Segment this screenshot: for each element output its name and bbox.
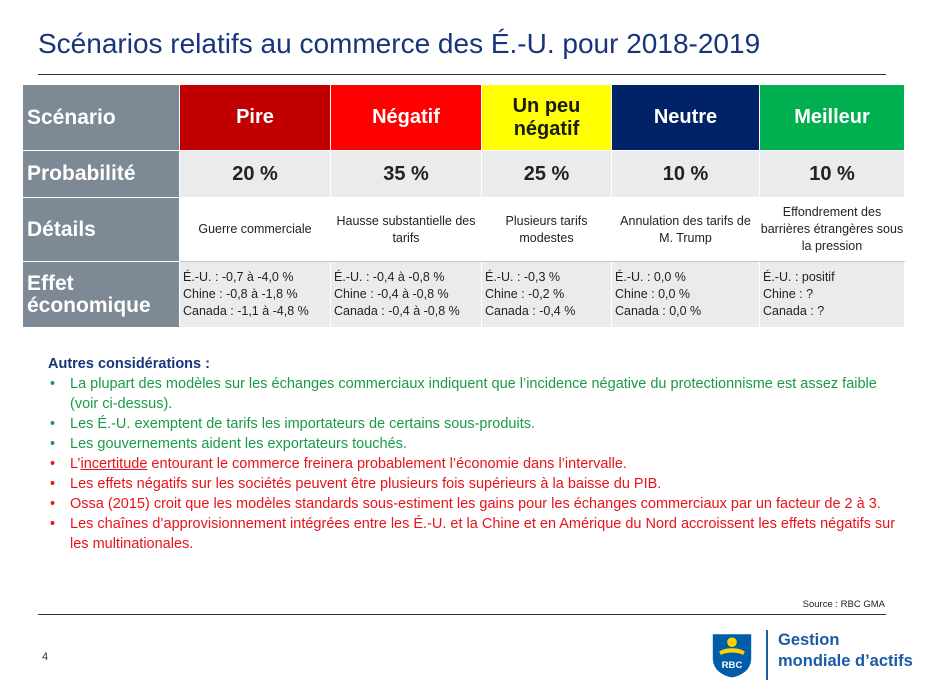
note-text-post: entourant le commerce freinera probablement l’économie dans l’intervalle. — [147, 456, 627, 472]
effect-canada: Canada : -0,4 % — [485, 304, 576, 318]
lion-head-icon — [727, 637, 737, 647]
details-cell: Guerre commerciale — [180, 198, 331, 262]
row-label-probability: Probabilité — [23, 151, 180, 198]
row-label-scenario: Scénario — [23, 85, 180, 151]
note-text: Ossa (2015) croit que les modèles standards sous-estiment les gains pour les échanges commerciaux par un facteur de 2 à 3. — [70, 496, 881, 512]
rbc-logo-icon — [708, 626, 756, 684]
probability-cell: 10 % — [612, 151, 760, 198]
brand-line2: mondiale d’actifs — [778, 652, 913, 670]
effect-china: Chine : -0,4 à -0,8 % — [334, 287, 449, 301]
row-label-effect — [23, 262, 180, 328]
effect-canada: Canada : ? — [763, 304, 825, 318]
note-text: Les gouvernements aident les exportateurs touchés. — [70, 436, 407, 452]
row-label-effect-line2: économique — [27, 293, 151, 317]
probability-cell: 20 % — [180, 151, 331, 198]
bullet-icon: • — [50, 476, 56, 492]
effect-us: É.-U. : -0,3 % — [485, 270, 561, 284]
note-item — [48, 494, 898, 514]
effect-us: É.-U. : positif — [763, 270, 835, 284]
notes-heading: Autres considérations : — [48, 356, 210, 372]
effect-china: Chine : ? — [763, 287, 814, 301]
details-cell: Annulation des tarifs de M. Trump — [612, 198, 760, 262]
details-cell: Hausse substantielle des tarifs — [331, 198, 482, 262]
effect-cell — [760, 262, 905, 328]
effect-cell — [180, 262, 331, 328]
note-item — [48, 414, 898, 434]
note-text — [70, 456, 627, 472]
brand-name — [778, 630, 913, 672]
effect-us: É.-U. : -0,7 à -4,0 % — [183, 270, 294, 284]
note-item — [48, 454, 898, 474]
probability-cell: 10 % — [760, 151, 905, 198]
brand-line1: Gestion — [778, 631, 840, 649]
bullet-icon: • — [50, 456, 56, 472]
row-label-effect-line1: Effet — [27, 271, 74, 295]
page-number: 4 — [42, 651, 49, 663]
slide-title: Scénarios relatifs au commerce des É.-U. pour 2018-2019 — [38, 28, 761, 59]
scenario-neutre: Neutre — [612, 85, 760, 151]
note-text: Les effets négatifs sur les sociétés peuvent être plusieurs fois supérieurs à la baisse du PIB. — [70, 476, 662, 492]
effect-china: Chine : 0,0 % — [615, 287, 691, 301]
bullet-icon: • — [50, 496, 56, 512]
bullet-icon: • — [50, 436, 56, 452]
effect-cell — [482, 262, 612, 328]
scenario-meilleur: Meilleur — [760, 85, 905, 151]
logo-text: RBC — [721, 659, 743, 671]
brand-separator — [766, 630, 768, 680]
title-rule — [38, 74, 886, 75]
scenario-table — [22, 84, 905, 328]
effect-china: Chine : -0,2 % — [485, 287, 565, 301]
details-cell: Effondrement des barrières étrangères sous la pression — [760, 198, 905, 262]
effect-canada: Canada : 0,0 % — [615, 304, 702, 318]
bullet-icon: • — [50, 416, 56, 432]
notes-list — [48, 374, 898, 554]
effect-row — [23, 262, 905, 328]
effect-canada: Canada : -0,4 à -0,8 % — [334, 304, 460, 318]
scenario-un-peu-negatif: Un peu négatif — [482, 85, 612, 151]
scenario-row — [23, 85, 905, 151]
note-text-pre: L’ — [70, 456, 81, 472]
note-text: La plupart des modèles sur les échanges commerciaux indiquent que l’incidence négative du protectionnisme est assez faible (voir ci-dessus). — [70, 376, 877, 412]
probability-cell: 35 % — [331, 151, 482, 198]
note-item — [48, 374, 898, 414]
note-text: Les chaînes d’approvisionnement intégrées entre les É.-U. et la Chine et en Amérique du Nord accroissent les effets négatifs sur les multinationales. — [70, 516, 896, 552]
effect-cell — [331, 262, 482, 328]
other-considerations — [48, 354, 898, 554]
bullet-icon: • — [50, 516, 56, 532]
note-item — [48, 514, 898, 554]
note-underlined-word: incertitude — [80, 456, 148, 472]
scenario-pire: Pire — [180, 85, 331, 151]
note-item — [48, 474, 898, 494]
footer-rule — [38, 614, 886, 615]
scenario-negatif: Négatif — [331, 85, 482, 151]
bullet-icon: • — [50, 376, 56, 392]
details-row — [23, 198, 905, 262]
details-cell: Plusieurs tarifs modestes — [482, 198, 612, 262]
source-note: Source : RBC GMA — [802, 599, 885, 610]
effect-us: É.-U. : 0,0 % — [615, 270, 686, 284]
effect-us: É.-U. : -0,4 à -0,8 % — [334, 270, 445, 284]
row-label-details: Détails — [23, 198, 180, 262]
effect-cell — [612, 262, 760, 328]
probability-cell: 25 % — [482, 151, 612, 198]
effect-china: Chine : -0,8 à -1,8 % — [183, 287, 298, 301]
note-item — [48, 434, 898, 454]
note-text: Les É.-U. exemptent de tarifs les importateurs de certains sous-produits. — [70, 416, 536, 432]
probability-row — [23, 151, 905, 198]
effect-canada: Canada : -1,1 à -4,8 % — [183, 304, 309, 318]
